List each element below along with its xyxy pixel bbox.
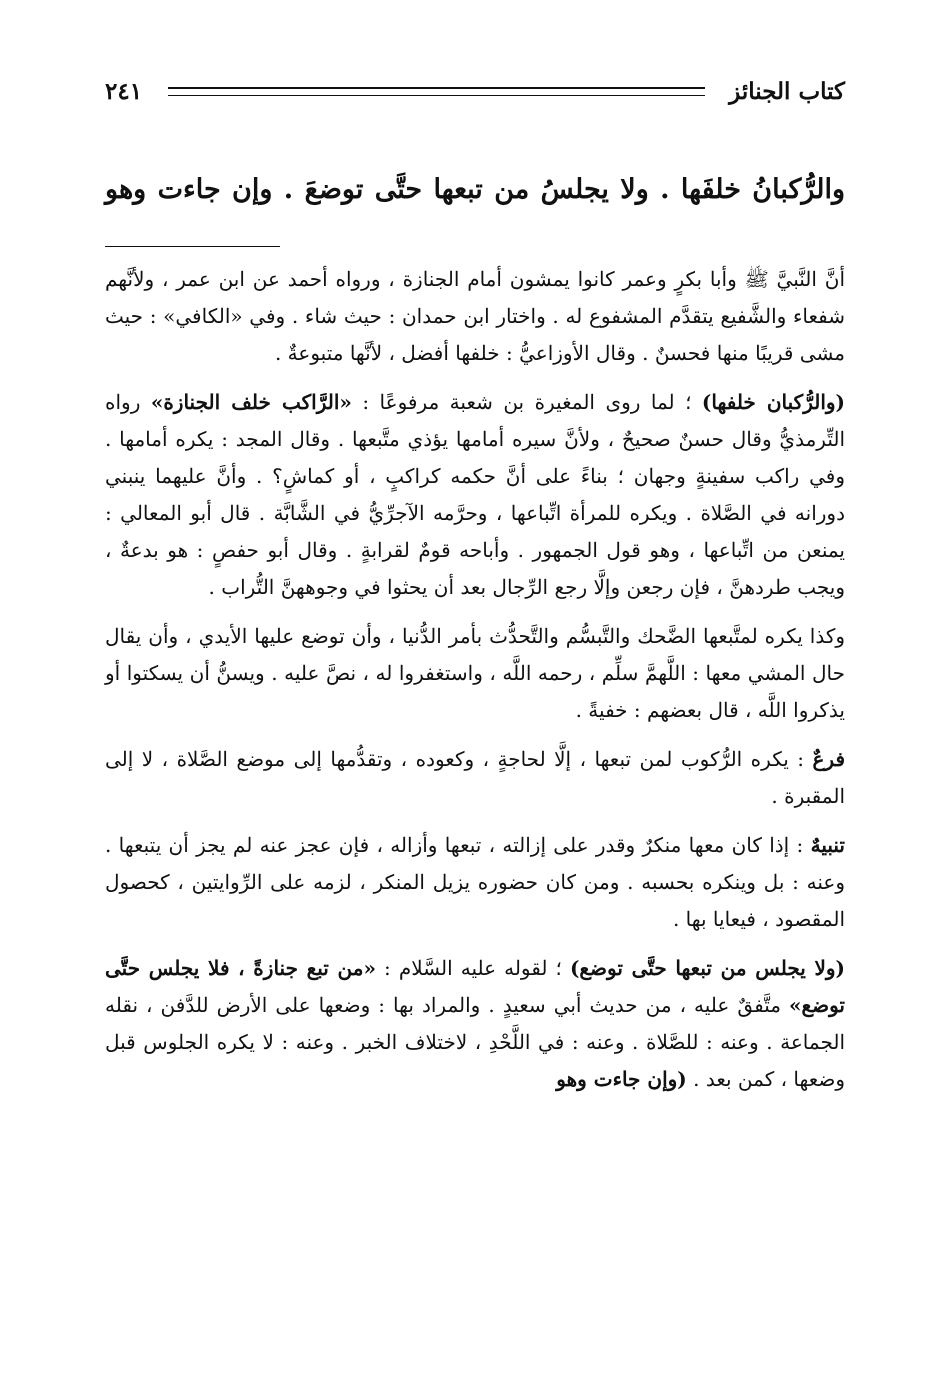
- paragraph-4-lead: فرعٌ: [812, 747, 845, 771]
- chapter-title: كتاب الجنائز: [729, 77, 845, 105]
- running-header: [105, 70, 845, 112]
- book-page: [105, 70, 845, 1110]
- page-number: ٢٤١: [105, 77, 143, 105]
- paragraph-2-mid: ؛ لما روى المغيرة بن شعبة مرفوعًا :: [351, 390, 702, 414]
- paragraph-3: [105, 618, 845, 729]
- paragraph-5-body: : إذا كان معها منكرٌ وقدر على إزالته ، تبعها وأزاله ، فإن عجز عنه لم يجز أن يتبعها . وعنه : بل وينكره بحسبه . ومن كان حضوره يزيل المنكر ، لزمه على الرِّوايتين ، كحصول المقصود ، فيعايا بها .: [105, 833, 845, 931]
- paragraph-6-tail: (وإن جاءت وهو: [556, 1067, 687, 1091]
- paragraph-5-lead: تنبيهٌ: [810, 833, 845, 857]
- paragraph-6-lead: (ولا يجلس من تبعها حتَّى توضع): [569, 956, 845, 980]
- paragraph-2-body: رواه التِّرمذيُّ وقال حسنٌ صحيحٌ ، ولأنَّ سيره أمامها يؤذي متَّبعها . وقال المجد : يكره أمامها . وفي راكب سفينةٍ وجهان ؛ بناءً على أنَّ حكمه كراكبٍ ، أو كماشٍ؟ . وأنَّ عليهما ينبني دورانه في الصَّلاة . ويكره للمرأة اتِّباعها ، وحرَّمه الآجرِّيُّ في الشَّابَّة . قال أبو المعالي : يمنعن من اتِّباعها ، وهو قول الجمهور . وأباحه قومٌ لقرابةٍ . وقال أبو حفصٍ : هو بدعةٌ ، ويجب طردهنَّ ، فإن رجعن وإلَّا رجع الرِّجال بعد أن يحثوا في وجوههنَّ التُّراب .: [105, 390, 845, 599]
- paragraph-6-quote: «من تبع جنازةً ، فلا يجلس حتَّى توضع»: [105, 956, 845, 1017]
- paragraph-4: [105, 741, 845, 815]
- paragraph-4-body: : يكره الرُّكوب لمن تبعها ، إلَّا لحاجةٍ ، وكعوده ، وتقدُّمها إلى موضع الصَّلاة ، لا إلى المقبرة .: [105, 747, 845, 808]
- paragraph-6: [105, 950, 845, 1098]
- paragraph-6-body: متَّفقٌ عليه ، من حديث أبي سعيدٍ . والمراد بها : وضعها على الأرض للدَّفن ، نقله الجماعة . وعنه : للصَّلاة . وعنه : في اللَّحْدِ ، لاختلاف الخبر . وعنه : لا يكره الجلوس قبل وضعها ، كمن بعد .: [105, 993, 845, 1091]
- paragraph-2: [105, 384, 845, 606]
- paragraph-6-mid: ؛ لقوله عليه السَّلام :: [375, 956, 570, 980]
- paragraph-3-body: وكذا يكره لمتَّبعها الضَّحك والتَّبسُّم والتَّحدُّث بأمر الدُّنيا ، وأن توضع عليها الأيدي ، وأن يقال حال المشي معها : اللَّهمَّ سلِّم ، رحمه اللَّه ، واستغفروا له ، نصَّ عليه . ويسنُّ أن يسكتوا أو يذكروا اللَّه ، قال بعضهم : خفيةً .: [105, 624, 845, 722]
- main-text: والرُّكبانُ خلفَها . ولا يجلسُ من تبعها حتَّى توضعَ . وإن جاءت وهو: [105, 174, 845, 205]
- paragraph-2-lead: (والرُّكبان خلفها): [701, 390, 846, 414]
- header-rule: [168, 87, 705, 96]
- footnote-divider: [105, 246, 280, 247]
- paragraph-5: [105, 827, 845, 938]
- paragraph-2-quote: «الرَّاكب خلف الجنازة»: [150, 390, 352, 414]
- commentary: [105, 261, 845, 1098]
- paragraph-1-body: أنَّ النَّبيَّ ﷺ وأبا بكرٍ وعمر كانوا يمشون أمام الجنازة ، ورواه أحمد عن ابن عمر ، ولأنَّهم شفعاء والشَّفيع يتقدَّم المشفوع له . واختار ابن حمدان : حيث شاء . وفي «الكافي» : حيث مشى قريبًا منها فحسنٌ . وقال الأوزاعيُّ : خلفها أفضل ، لأنَّها متبوعةٌ .: [105, 267, 846, 365]
- paragraph-1: [105, 261, 845, 372]
